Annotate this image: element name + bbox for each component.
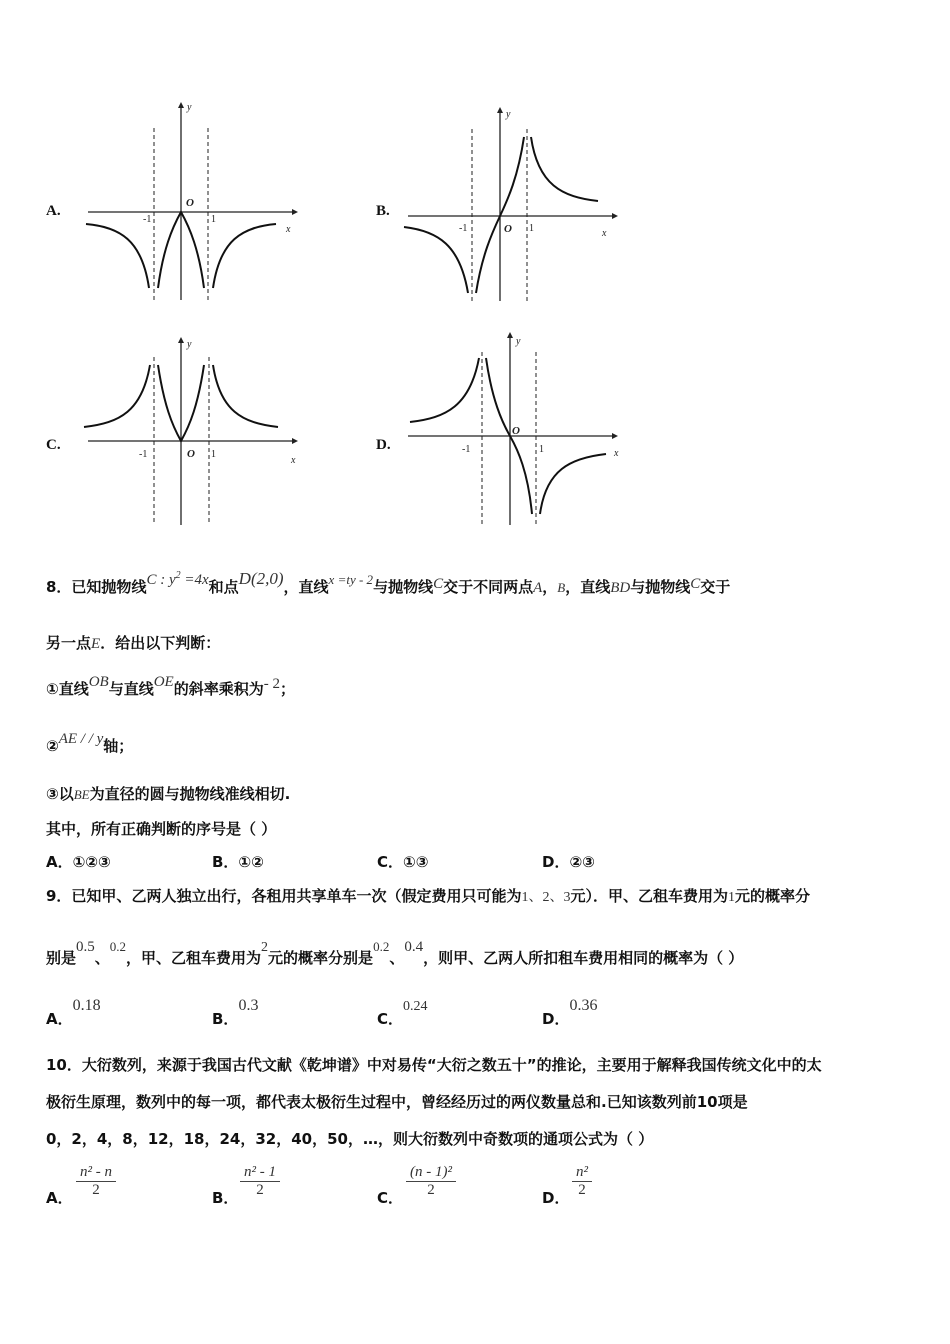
graph-b-tick-pos: 1 [529, 223, 534, 234]
q10-option-d-fraction[interactable]: $\frac{\text{n²}}{2}$ [572, 1164, 592, 1199]
q8-judgement-3: ③以BE为直径的圆与抛物线准线相切. [46, 785, 291, 803]
q8-line1: 8．已知抛物线C : $y^2 =4x$和点D(2,0)，直线x =ty - 2与抛物线C交于不同两点A，B，直线BD与抛物线C交于 [46, 569, 731, 596]
q10-line3: 0，2，4，8，12，18，24，32，40，50，…，则大衍数列中奇数项的通项公式为（ ） [46, 1130, 654, 1148]
q9-option-d[interactable]: D．0.36 [542, 997, 598, 1028]
graph-d-origin: O [512, 425, 520, 437]
option-c-letter: C. [46, 437, 61, 453]
q8-option-d[interactable]: D．②③ [542, 853, 595, 871]
graph-a-tick-pos: 1 [211, 214, 216, 225]
q8-judgement-1: ①直线OB与直线OE的斜率乘积为- 2； [46, 674, 295, 698]
graph-option-c [80, 335, 305, 530]
q9-option-c[interactable]: C．0.24 [377, 999, 428, 1028]
graph-b-y-label: y [506, 109, 511, 120]
graph-option-a [80, 100, 305, 305]
graph-c-tick-pos: 1 [211, 449, 216, 460]
graph-b-x-label: x [602, 228, 607, 239]
q10-option-c-fraction[interactable]: $\frac{\text{(n - 1)²}}{2}$ [406, 1164, 456, 1199]
graph-d-tick-pos: 1 [539, 444, 544, 455]
graph-c-x-label: x [291, 455, 296, 466]
graph-a-tick-neg: -1 [143, 214, 152, 225]
q10-option-a-fraction[interactable]: $\frac{\text{n² - n}}{2}$ [76, 1164, 116, 1199]
graph-d-tick-neg: -1 [462, 444, 471, 455]
option-d-letter: D. [376, 437, 391, 453]
q9-option-a[interactable]: A．0.18 [46, 997, 101, 1028]
q10-option-b-letter[interactable]: B． [212, 1189, 239, 1207]
q10-option-b-fraction[interactable]: $\frac{\text{n² - 1}}{2}$ [240, 1164, 280, 1199]
graph-d-x-label: x [614, 448, 619, 459]
graph-c-origin: O [187, 448, 195, 460]
q8-line2: 另一点E．给出以下判断： [46, 634, 221, 652]
q10-option-a-letter[interactable]: A． [46, 1189, 73, 1207]
option-a-letter: A. [46, 203, 61, 219]
graph-option-b [400, 105, 625, 305]
graph-c-y-label: y [187, 339, 192, 350]
q8-question: 其中，所有正确判断的序号是（ ） [46, 820, 277, 838]
q10-option-c-letter[interactable]: C． [377, 1189, 404, 1207]
q10-option-d-letter[interactable]: D． [542, 1189, 570, 1207]
q10-line1: 10．大衍数列，来源于我国古代文献《乾坤谱》中对易传“大衍之数五十”的推论，主要用于解释我国传统文化中的太 [46, 1056, 822, 1074]
q8-option-a[interactable]: A．①②③ [46, 853, 111, 871]
graph-d-y-label: y [516, 336, 521, 347]
q9-line1: 9．已知甲、乙两人独立出行，各租用共享单车一次（假定费用只可能为1、2、3元）．甲、乙租车费用为1元的概率分 [46, 887, 810, 905]
graph-b-origin: O [504, 223, 512, 235]
graph-a-origin: O [186, 197, 194, 209]
q8-option-c[interactable]: C．①③ [377, 853, 429, 871]
q9-option-b[interactable]: B．0.3 [212, 997, 259, 1028]
graph-b-tick-neg: -1 [459, 223, 468, 234]
q9-line2: 别是0.5、0.2，甲、乙租车费用为2元的概率分别是0.2、0.4，则甲、乙两人所扣租车费用相同的概率为（ ） [46, 939, 744, 967]
q8-judgement-2: ②AE / / y轴； [46, 731, 134, 755]
graph-a-x-label: x [286, 224, 291, 235]
q8-option-b[interactable]: B．①② [212, 853, 264, 871]
q10-line2: 极衍生原理，数列中的每一项，都代表太极衍生过程中，曾经经历过的两仪数量总和.已知该数列前10项是 [46, 1093, 748, 1111]
graph-option-d [400, 330, 625, 530]
graph-c-tick-neg: -1 [139, 449, 148, 460]
graph-a-y-label: y [187, 102, 192, 113]
option-b-letter: B. [376, 203, 390, 219]
